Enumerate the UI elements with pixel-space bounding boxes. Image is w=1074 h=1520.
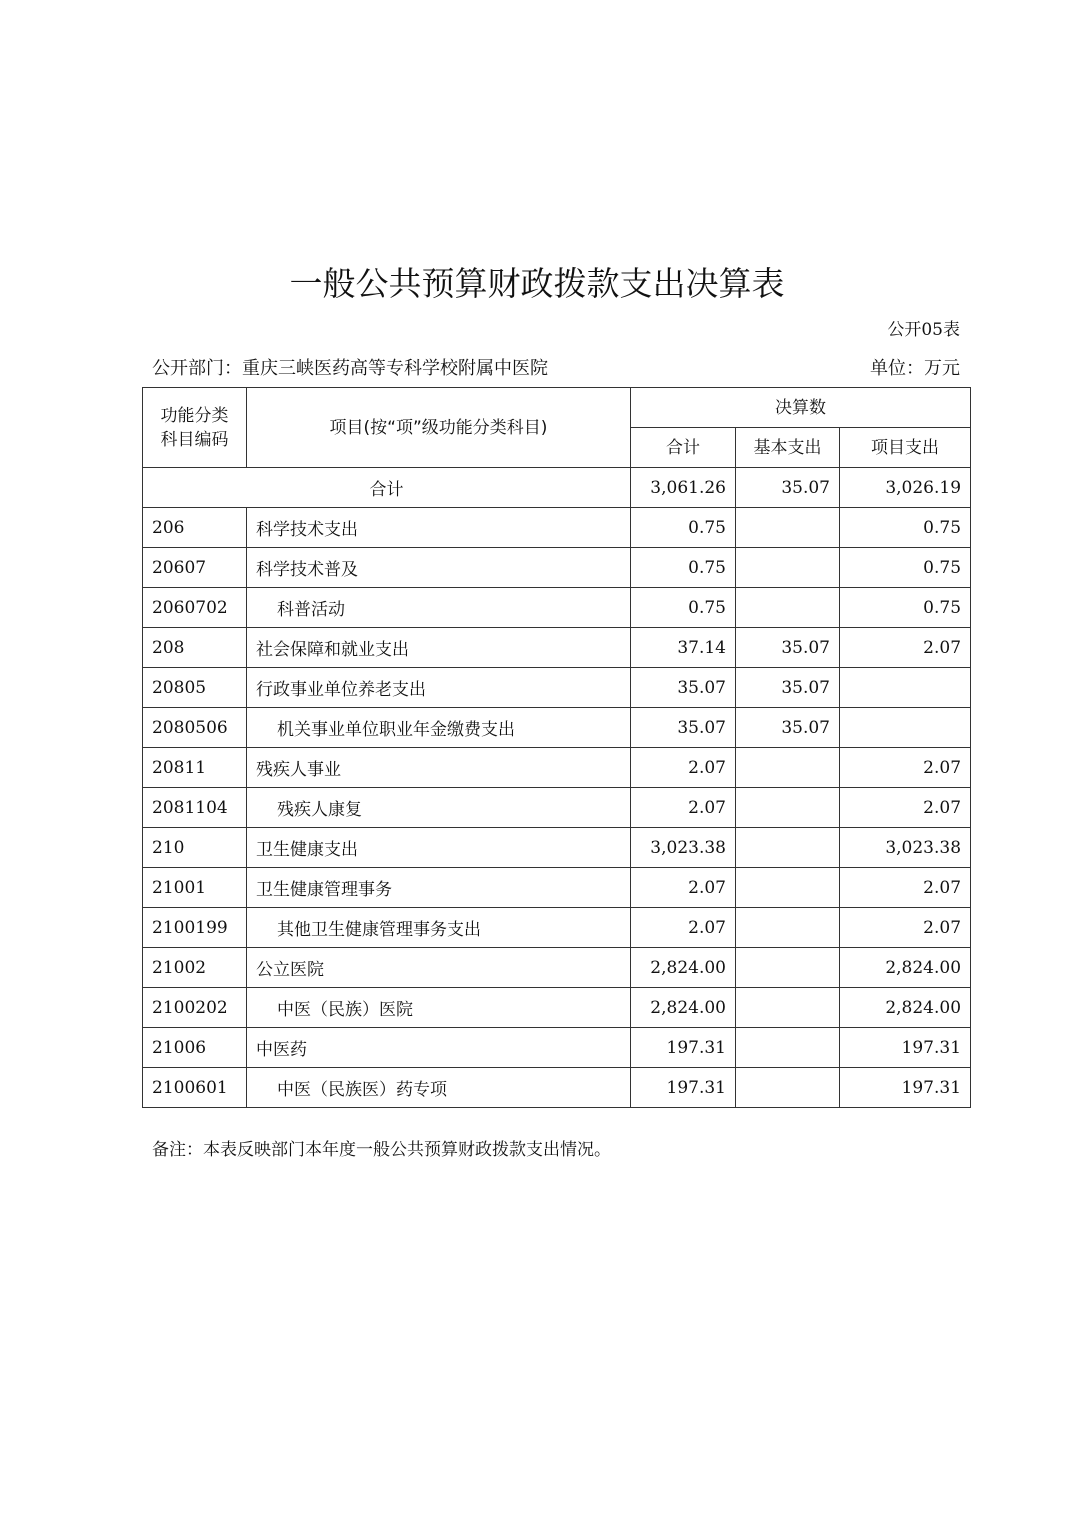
row-name: 其他卫生健康管理事务支出 (247, 908, 631, 948)
row-total: 0.75 (631, 588, 736, 628)
row-code: 210 (143, 828, 247, 868)
row-code: 21002 (143, 948, 247, 988)
department-label: 公开部门：重庆三峡医药高等专科学校附属中医院 (152, 358, 548, 379)
table-row (143, 708, 971, 748)
row-total: 0.75 (631, 508, 736, 548)
row-basic (736, 828, 840, 868)
row-name: 中医药 (247, 1028, 631, 1068)
table-row (143, 868, 971, 908)
row-total: 2.07 (631, 908, 736, 948)
row-basic: 35.07 (736, 708, 840, 748)
row-basic (736, 588, 840, 628)
row-total: 37.14 (631, 628, 736, 668)
table-row (143, 1068, 971, 1108)
row-code: 20805 (143, 668, 247, 708)
header-item: 项目(按“项”级功能分类科目) (247, 388, 631, 468)
row-basic (736, 508, 840, 548)
table-row (143, 628, 971, 668)
unit-label: 单位：万元 (870, 358, 960, 379)
header-total: 合计 (631, 428, 736, 468)
table-row (143, 908, 971, 948)
row-basic (736, 788, 840, 828)
row-project: 2.07 (840, 748, 971, 788)
row-project: 0.75 (840, 508, 971, 548)
page-title: 一般公共预算财政拨款支出决算表 (289, 264, 785, 303)
row-basic (736, 748, 840, 788)
row-total: 197.31 (631, 1028, 736, 1068)
table-row (143, 548, 971, 588)
header-project: 项目支出 (840, 428, 971, 468)
row-project: 2.07 (840, 908, 971, 948)
row-total: 35.07 (631, 668, 736, 708)
table-note: 备注：本表反映部门本年度一般公共预算财政拨款支出情况。 (152, 1140, 611, 1160)
row-code: 206 (143, 508, 247, 548)
row-name: 行政事业单位养老支出 (247, 668, 631, 708)
row-code: 21006 (143, 1028, 247, 1068)
row-project: 197.31 (840, 1068, 971, 1108)
row-code: 208 (143, 628, 247, 668)
row-project: 2,824.00 (840, 948, 971, 988)
row-basic (736, 988, 840, 1028)
table-row (143, 588, 971, 628)
row-project: 2,824.00 (840, 988, 971, 1028)
row-code: 2081104 (143, 788, 247, 828)
total-row (143, 468, 971, 508)
table-row (143, 668, 971, 708)
row-total: 3,023.38 (631, 828, 736, 868)
row-total: 0.75 (631, 548, 736, 588)
row-name: 中医（民族医）药专项 (247, 1068, 631, 1108)
table-row (143, 1028, 971, 1068)
table-row (143, 948, 971, 988)
row-total: 2.07 (631, 788, 736, 828)
meta-row (152, 354, 960, 380)
row-project: 2.07 (840, 788, 971, 828)
row-code: 2100202 (143, 988, 247, 1028)
row-code: 20811 (143, 748, 247, 788)
header-group: 决算数 (631, 388, 971, 428)
row-project (840, 708, 971, 748)
row-total: 2,824.00 (631, 988, 736, 1028)
row-project: 197.31 (840, 1028, 971, 1068)
row-basic: 35.07 (736, 628, 840, 668)
row-name: 机关事业单位职业年金缴费支出 (247, 708, 631, 748)
row-code: 2060702 (143, 588, 247, 628)
row-code: 20607 (143, 548, 247, 588)
row-basic (736, 1028, 840, 1068)
table-row (143, 508, 971, 548)
total-row-basic: 35.07 (736, 468, 840, 508)
row-basic (736, 908, 840, 948)
row-total: 2,824.00 (631, 948, 736, 988)
row-code: 2100601 (143, 1068, 247, 1108)
row-name: 残疾人康复 (247, 788, 631, 828)
budget-table (142, 387, 971, 1108)
row-project: 0.75 (840, 548, 971, 588)
row-name: 科学技术支出 (247, 508, 631, 548)
row-project (840, 668, 971, 708)
row-project: 3,023.38 (840, 828, 971, 868)
row-basic (736, 1068, 840, 1108)
row-name: 科学技术普及 (247, 548, 631, 588)
row-name: 卫生健康管理事务 (247, 868, 631, 908)
row-code: 2100199 (143, 908, 247, 948)
table-row (143, 988, 971, 1028)
row-total: 35.07 (631, 708, 736, 748)
table-row (143, 748, 971, 788)
row-total: 2.07 (631, 868, 736, 908)
header-basic: 基本支出 (736, 428, 840, 468)
total-row-total: 3,061.26 (631, 468, 736, 508)
total-row-label: 合计 (143, 468, 631, 508)
row-name: 卫生健康支出 (247, 828, 631, 868)
row-code: 21001 (143, 868, 247, 908)
row-name: 社会保障和就业支出 (247, 628, 631, 668)
row-name: 公立医院 (247, 948, 631, 988)
table-row (143, 828, 971, 868)
row-name: 残疾人事业 (247, 748, 631, 788)
row-name: 科普活动 (247, 588, 631, 628)
row-project: 2.07 (840, 628, 971, 668)
row-name: 中医（民族）医院 (247, 988, 631, 1028)
row-basic (736, 548, 840, 588)
total-row-project: 3,026.19 (840, 468, 971, 508)
row-basic (736, 948, 840, 988)
row-total: 2.07 (631, 748, 736, 788)
row-total: 197.31 (631, 1068, 736, 1108)
row-basic (736, 868, 840, 908)
row-project: 0.75 (840, 588, 971, 628)
table-row (143, 788, 971, 828)
row-basic: 35.07 (736, 668, 840, 708)
row-code: 2080506 (143, 708, 247, 748)
row-project: 2.07 (840, 868, 971, 908)
header-code: 功能分类科目编码 (143, 388, 247, 468)
form-number: 公开05表 (887, 320, 960, 340)
